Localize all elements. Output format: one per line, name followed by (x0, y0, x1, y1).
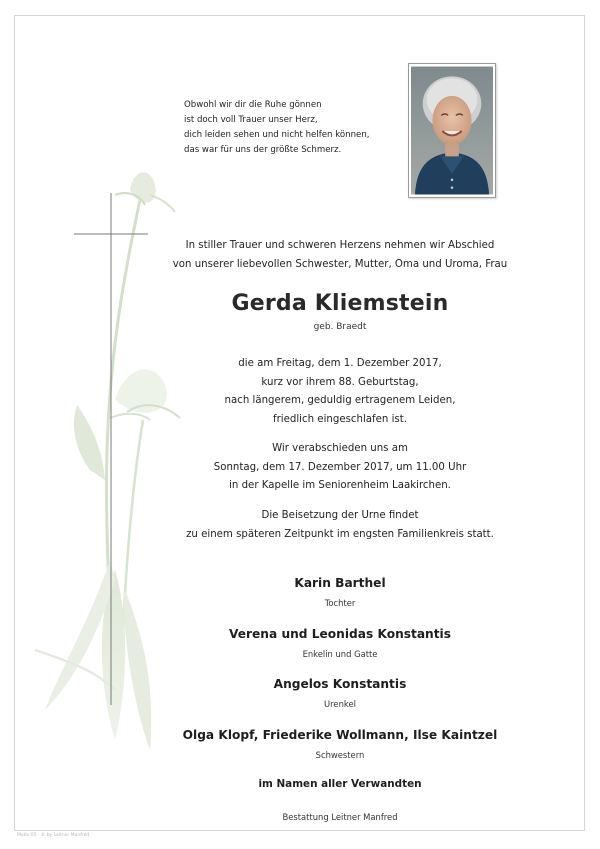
poem-line: Obwohl wir dir die Ruhe gönnen (184, 100, 322, 110)
footer-note: Motiv 05 · © by Leitner Manfred (17, 833, 90, 838)
poem-line: ist doch voll Trauer unser Herz, (184, 115, 318, 125)
mourner-role: Tochter (324, 598, 356, 608)
portrait-photo (408, 63, 496, 198)
maiden-name: geb. Braedt (313, 322, 367, 332)
farewell-line: Sonntag, dem 17. Dezember 2017, um 11.00 Uhr (213, 461, 467, 473)
urn-line: zu einem späteren Zeitpunkt im engsten Familienkreis statt. (186, 528, 494, 540)
portrait-image (411, 66, 493, 195)
deceased-name: Gerda Kliemstein (231, 291, 449, 316)
death-notice-line: nach längerem, geduldig ertragenem Leiden, (224, 395, 456, 406)
farewell-line: Wir verabschieden uns am (272, 443, 408, 454)
intro-line: In stiller Trauer und schweren Herzens nehmen wir Abschied (185, 240, 495, 251)
funeral-home: Bestattung Leitner Manfred (282, 812, 398, 822)
mourner-entry (160, 626, 520, 660)
mourner-name: Verena und Leonidas Konstantis (229, 627, 451, 641)
mourner-role: Urenkel (324, 699, 356, 709)
closing-line: im Namen aller Verwandten (258, 778, 422, 790)
mourner-entry (160, 575, 520, 609)
poem (184, 98, 370, 158)
poem-line: das war für uns der größte Schmerz. (184, 145, 342, 155)
mourner-name: Olga Klopf, Friederike Wollmann, Ilse Kaintzel (182, 728, 498, 742)
mourner-entry (160, 727, 520, 761)
urn-line: Die Beisetzung der Urne findet (261, 510, 419, 521)
death-notice (160, 355, 520, 429)
mourner-name: Angelos Konstantis (273, 677, 407, 691)
mourner-name: Karin Barthel (294, 576, 386, 590)
mourner-role: Enkelin und Gatte (302, 649, 378, 659)
intro-line: von unserer liebevollen Schwester, Mutter, Oma und Uroma, Frau (172, 259, 508, 270)
farewell-info (160, 440, 520, 496)
urn-info (160, 507, 520, 544)
death-notice-line: die am Freitag, dem 1. Dezember 2017, (238, 358, 442, 369)
mourner-entry (160, 676, 520, 710)
farewell-line: in der Kapelle im Seniorenheim Laakirchen. (229, 480, 451, 491)
death-notice-line: friedlich eingeschlafen ist. (273, 413, 407, 425)
mourner-role: Schwestern (315, 750, 365, 760)
poem-line: dich leiden sehen und nicht helfen können, (184, 130, 370, 140)
intro-text (160, 236, 520, 274)
death-notice-line: kurz vor ihrem 88. Geburtstag, (261, 376, 419, 388)
